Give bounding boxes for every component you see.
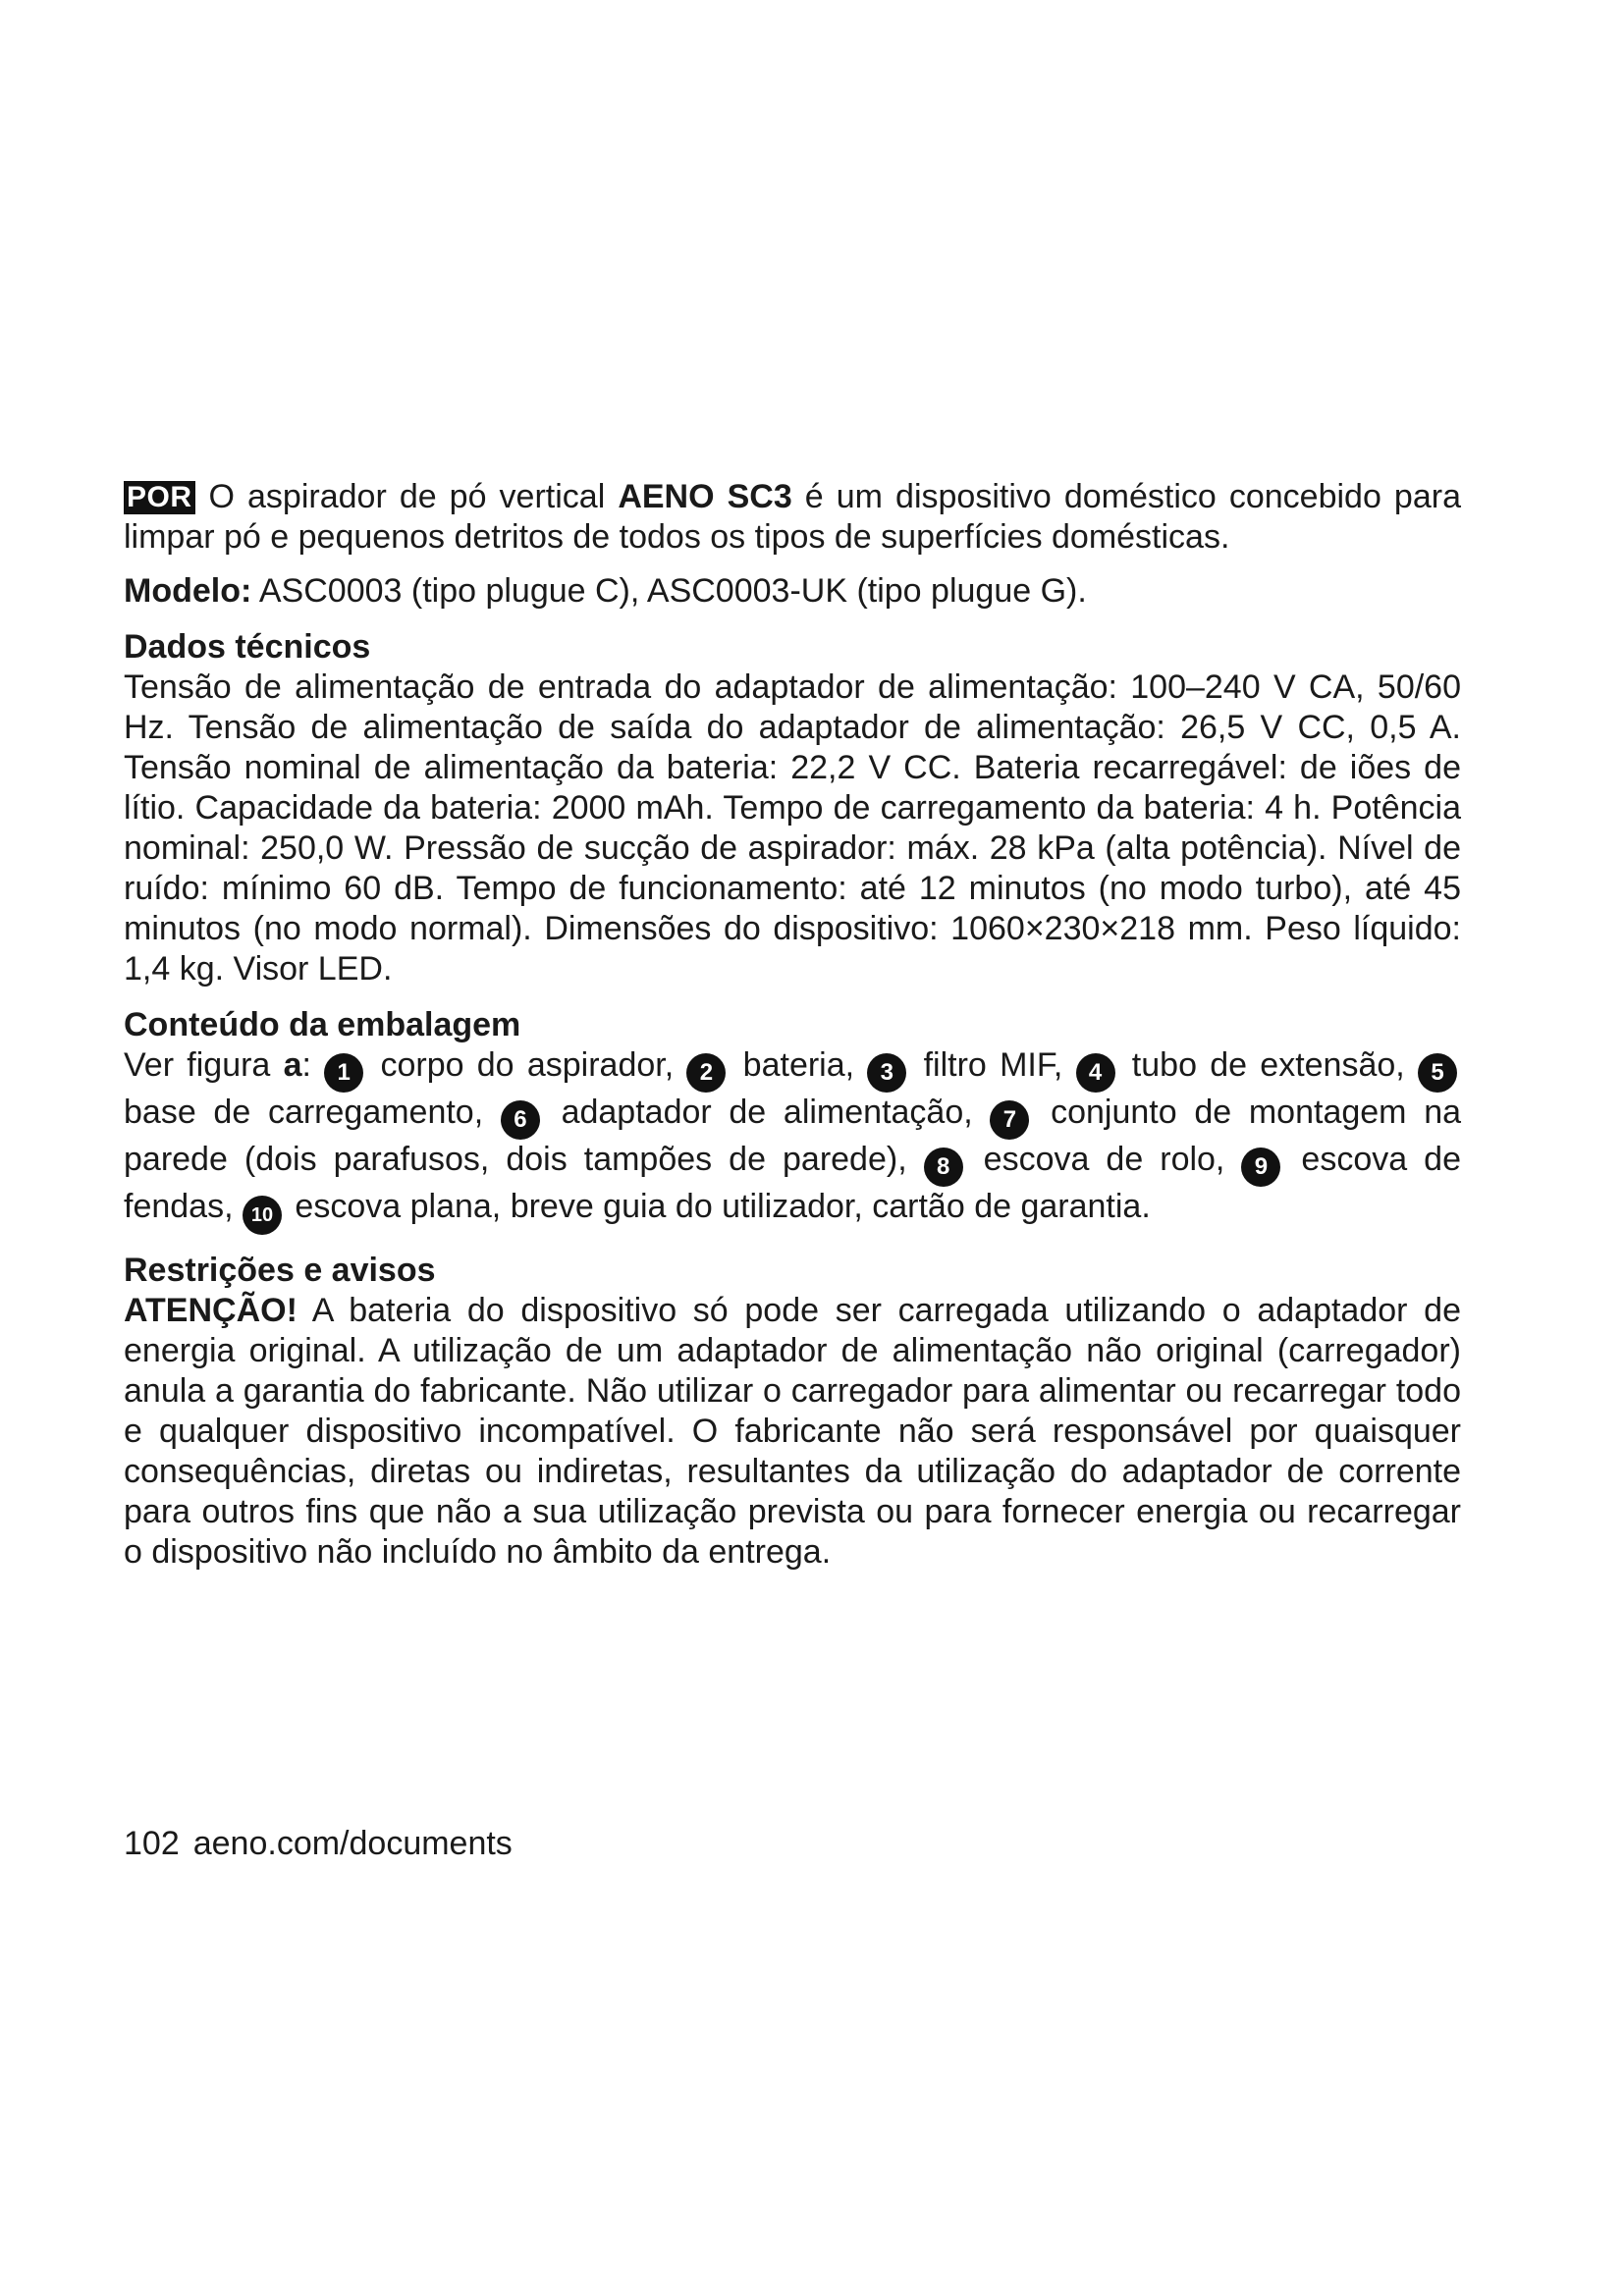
package-item: escova de rolo,: [966, 1141, 1242, 1178]
warnings-heading: Restrições e avisos: [124, 1252, 436, 1289]
number-3-icon: 3: [867, 1053, 906, 1093]
package-lead: Ver figura: [124, 1046, 284, 1084]
model-text: ASC0003 (tipo plugue C), ASC0003-UK (tipo plugue G).: [251, 572, 1087, 610]
package-item: corpo do aspirador,: [367, 1046, 687, 1084]
page-footer: [124, 1824, 513, 1864]
number-1-icon: 1: [324, 1053, 363, 1093]
intro-paragraph: [124, 477, 1461, 558]
language-badge: POR: [124, 481, 195, 514]
package-item: escova de fendas,: [124, 1141, 1461, 1225]
documents-link[interactable]: aeno.com/documents: [192, 1825, 513, 1862]
warnings-paragraph: [124, 1291, 1461, 1573]
number-2-icon: 2: [686, 1053, 726, 1093]
package-item: escova plana, breve guia do utilizador, cartão de garantia.: [285, 1188, 1151, 1225]
model-label: Modelo:: [124, 572, 252, 610]
number-7-icon: 7: [990, 1100, 1029, 1140]
intro-text-after: é um dispositivo doméstico concebido para limpar pó e pequenos detritos de todos os tipos de superfícies domésticas.: [124, 478, 1461, 556]
number-5-icon: 5: [1418, 1053, 1457, 1093]
figure-reference: a: [283, 1046, 302, 1084]
model-paragraph: [124, 571, 1461, 612]
package-item: adaptador de alimentação,: [543, 1094, 991, 1131]
number-4-icon: 4: [1076, 1053, 1115, 1093]
warning-label: ATENÇÃO!: [124, 1292, 298, 1329]
product-name: AENO SC3: [618, 478, 792, 515]
package-colon: :: [301, 1046, 325, 1084]
warning-text: A bateria do dispositivo só pode ser carregada utilizando o adaptador de energia original. A utilização de um adaptador de alimentação não original (carregador) anula a garantia do fabricante. Não utilizar o carregador para alimentar ou recarregar todo e qualquer dispositivo incompatível. O fabricante não será responsável por quaisquer consequências, diretas ou indiretas, resultantes da utilização do adaptador de corrente para outros fins que não a sua utilização prevista ou para fornecer energia ou recarregar o dispositivo não incluído no âmbito da entrega.: [124, 1292, 1461, 1571]
package-item: filtro MIF,: [910, 1046, 1076, 1084]
technical-heading: Dados técnicos: [124, 628, 371, 666]
package-heading: Conteúdo da embalagem: [124, 1006, 521, 1043]
package-item: conjunto de montagem na parede (dois parafusos, dois tampões de parede),: [124, 1094, 1462, 1178]
number-8-icon: 8: [924, 1148, 963, 1187]
package-item: tubo de extensão,: [1118, 1046, 1418, 1084]
technical-text: Tensão de alimentação de entrada do adaptador de alimentação: 100–240 V CA, 50/60 Hz. Tensão de alimentação de saída do adaptador de alimentação: 26,5 V CC, 0,5 A. Tensão nominal de alimentação da bateria: 22,2 V CC. Bateria recarregável: de iões de lítio. Capacidade da bateria: 2000 mAh. Tempo de carregamento da bateria: 4 h. Potência nominal: 250,0 W. Pressão de sucção de aspirador: máx. 28 kPa (alta potência). Nível de ruído: mínimo 60 dB. Tempo de funcionamento: até 12 minutos (no modo turbo), até 45 minutos (no modo normal). Dimensões do dispositivo: 1060×230×218 mm. Peso líquido: 1,4 kg. Visor LED.: [124, 668, 1461, 988]
package-item: base de carregamento,: [124, 1094, 501, 1131]
page-number: 102: [124, 1825, 180, 1862]
number-6-icon: 6: [501, 1100, 540, 1140]
number-10-icon: 10: [243, 1196, 282, 1235]
intro-text-before: O aspirador de pó vertical: [208, 478, 619, 515]
number-9-icon: 9: [1241, 1148, 1280, 1187]
package-contents: [124, 1045, 1461, 1235]
package-item: bateria,: [730, 1046, 868, 1084]
page-content: [124, 477, 1461, 1573]
